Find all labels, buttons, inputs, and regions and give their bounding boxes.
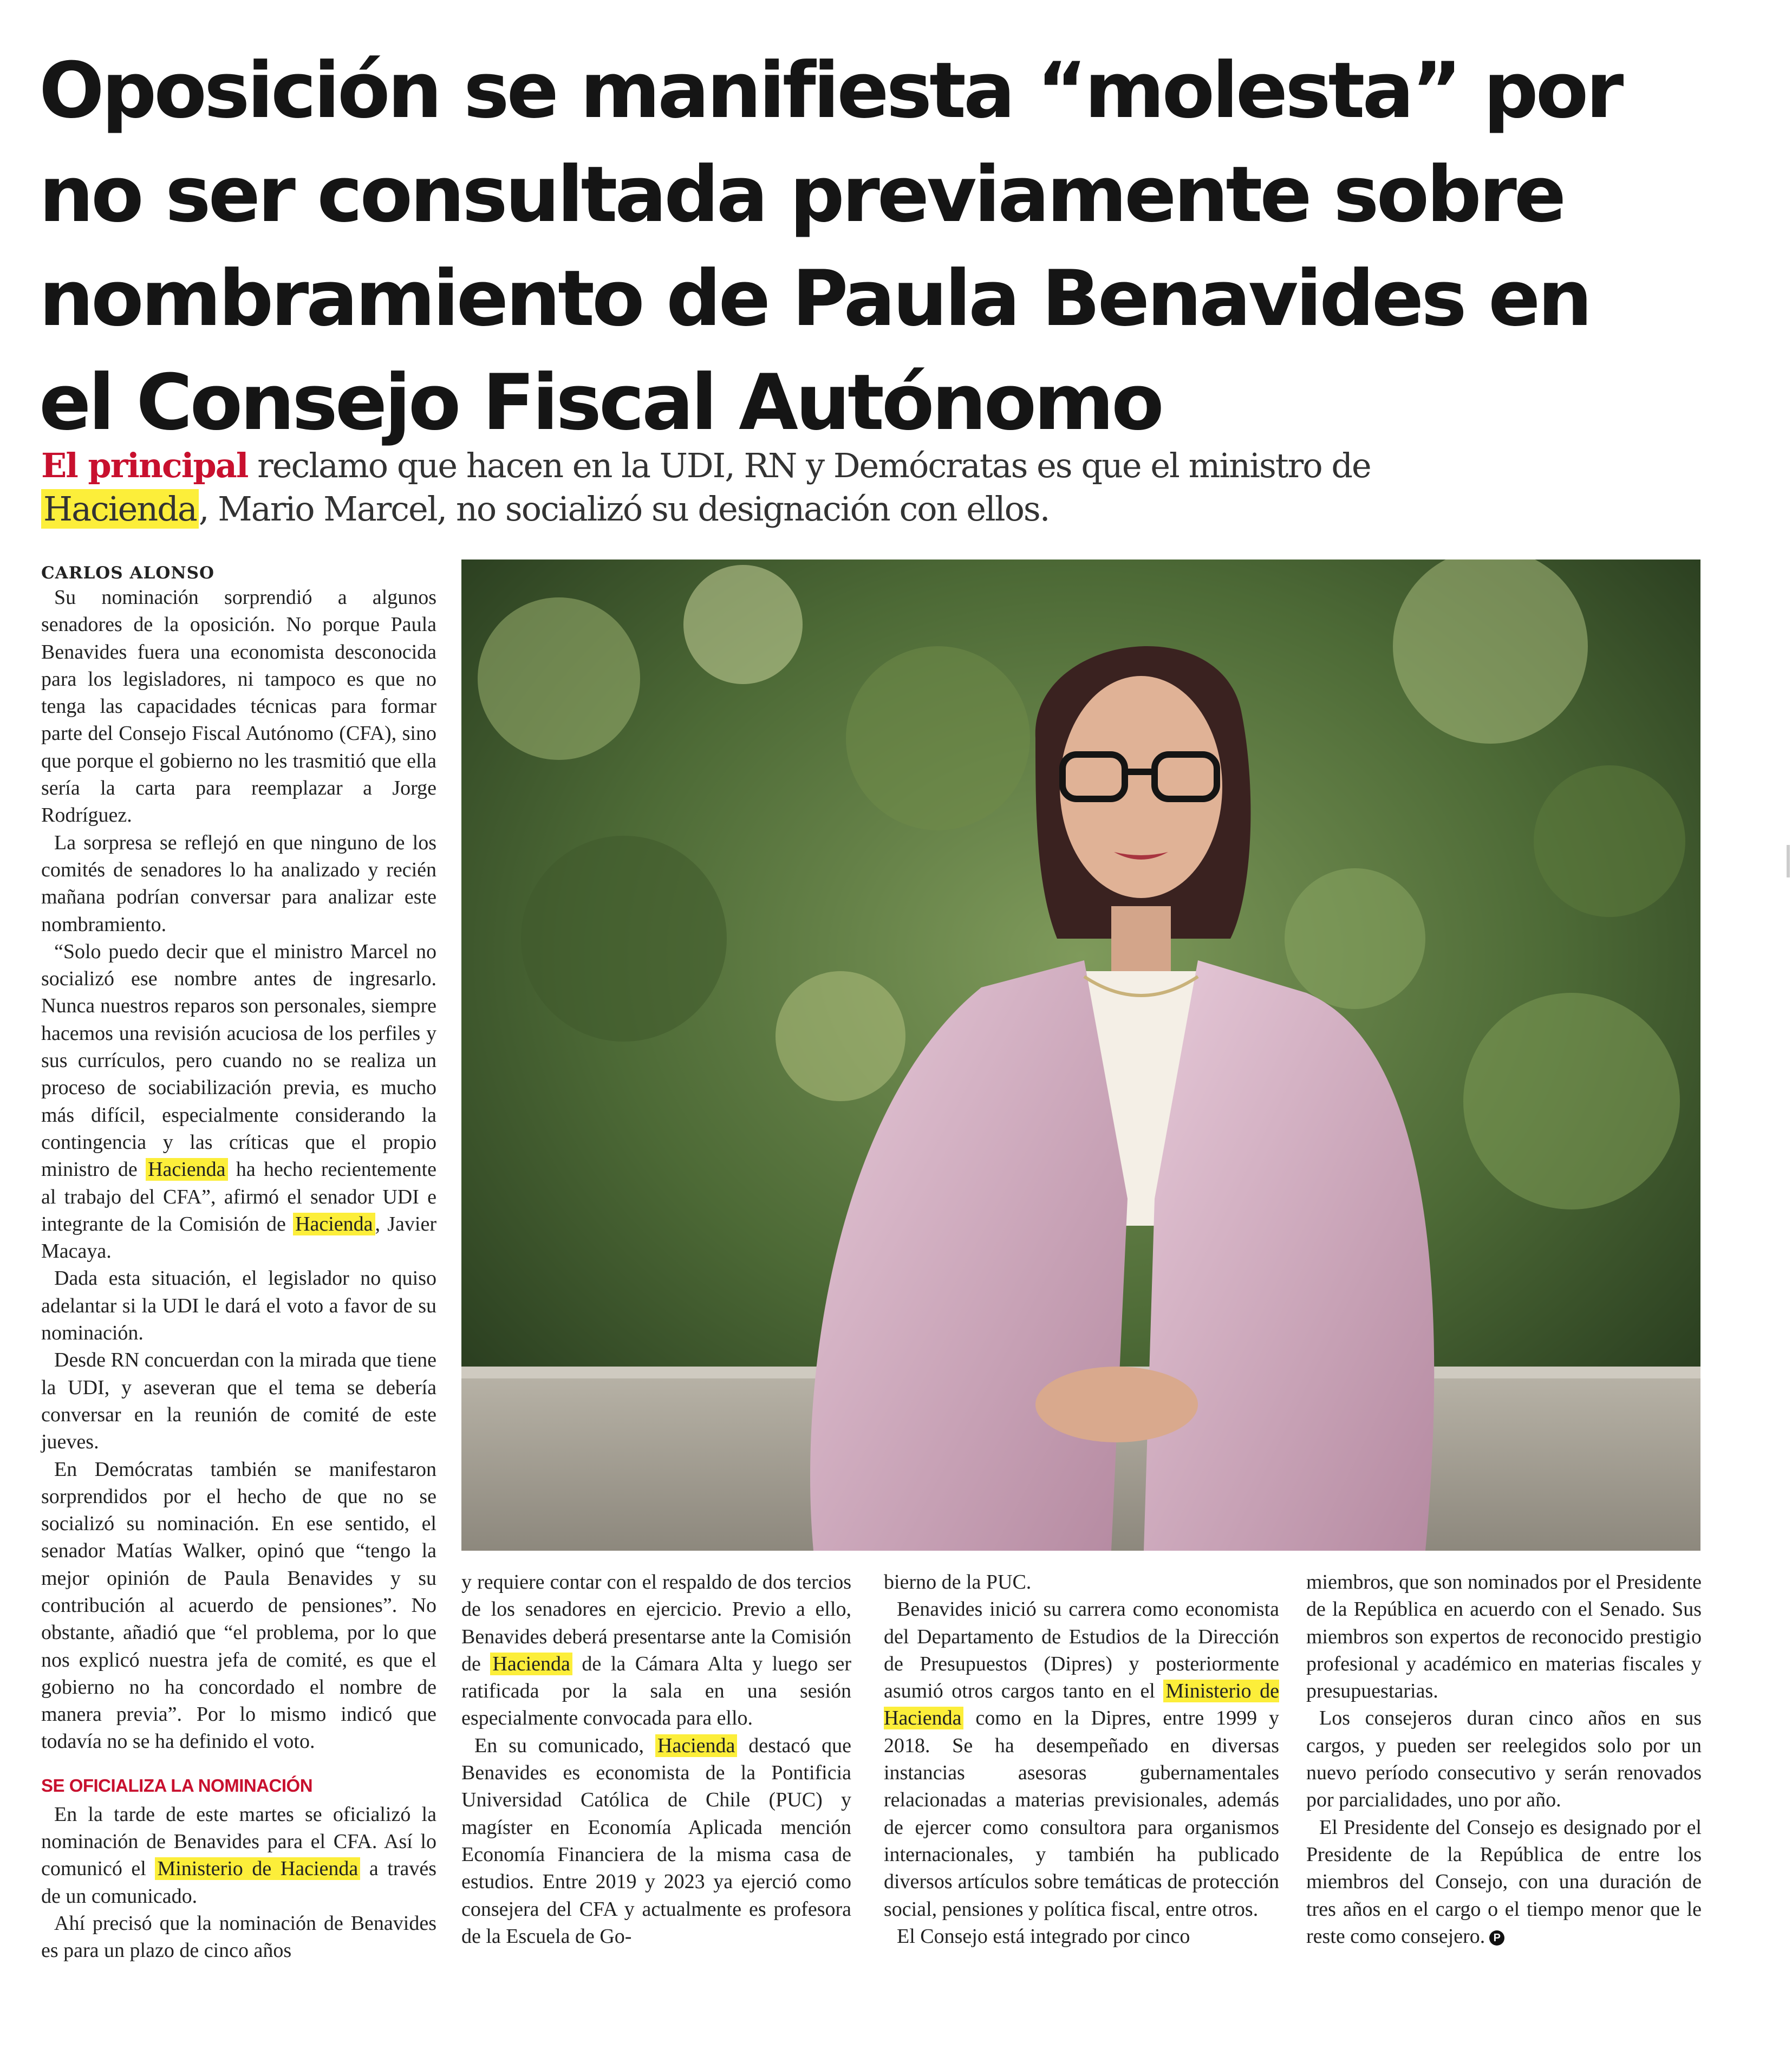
byline: CARLOS ALONSO (41, 563, 215, 583)
article-column-4 (1306, 1569, 1702, 1950)
article-column-2 (461, 1569, 851, 1950)
article-column-3 (884, 1569, 1279, 1950)
paragraph-text: Benavides inició su carrera como economista del Departamento de Estudios de la Dirección de Presupuestos (Dipres) y posteriormente asumió otros cargos tanto en el (884, 1598, 1279, 1703)
paragraph (41, 938, 436, 1265)
lead-kicker: El principal (41, 446, 248, 485)
paragraph (461, 1569, 851, 1732)
paragraph: En Demócratas también se manifestaron sorprendidos por el hecho de que no se socializó su nominación. En ese sentido, el senador Matías Walker, opinó que “tengo la mejor opinión de Paula Benavides y su contribución al acuerdo de pensiones”. No obstante, añadió que “el problema, por lo que nos explicó nuestra jefa de comité, es que el gobierno no ha concordado el nombre de manera previa”. Por lo mismo indicó que todavía no se ha definido el voto. (41, 1458, 436, 1753)
paragraph-text: y requiere contar con el respaldo de dos tercios de los senadores en ejercicio. Previo a ello, Benavides deberá presentarse ante la Comisión de (461, 1571, 851, 1675)
paragraph-text: En su comunicado, (474, 1734, 644, 1757)
article-column-1 (41, 584, 436, 1992)
paragraph-text: “Solo puedo decir que el ministro Marcel no socializó ese nombre antes de ingresarlo. Nunca nuestros reparos son personales, siempre hacemos una revisión acuciosa de los perfiles y sus currículos, pero cuando no se realiza un proceso de sociabilización previa, es mucho más difícil, especialmente considerando la contingencia y las críticas que el propio ministro de (41, 940, 436, 1181)
paragraph-text: En la tarde de este martes se oficializó la nominación de Benavides para el CFA. Así lo comunicó el (41, 1803, 436, 1881)
highlighted-term: Hacienda (146, 1158, 227, 1181)
paragraph-text: ha hecho recientemente al trabajo del CFA”, afirmó el senador UDI e integrante de la Comisión de (41, 1158, 437, 1235)
headline-line: nombramiento de Paula Benavides en (39, 254, 1590, 343)
paragraph: Su nominación sorprendió a algunos senadores de la oposición. No porque Paula Benavides fuera una economista desconocida para los legisladores, ni tampoco es que no tenga las capacidades técnicas para formar parte del Consejo Fiscal Autónomo (CFA), sino que porque el gobierno no les trasmitió que ella sería la carta para reemplazar a Jorge Rodríguez. (41, 586, 436, 827)
highlighted-term: Ministerio de Hacienda (155, 1857, 360, 1880)
paragraph-text: El Presidente del Consejo es designado por el Presidente de la República de entre los miembros del Consejo, con una duración de tres años en el cargo o el tiempo menor que le reste como consejero. (1306, 1816, 1702, 1948)
portrait-illustration (461, 560, 1700, 1551)
paragraph-text: destacó que Benavides es economista de la Pontificia Universidad Católica de Chile (PUC) y magíster en Economía Aplicada mención Economía Financiera de la misma casa de estudios. Entre 2019 y 2023 ya ejerció como consejera del CFA y actualmente es profesora de la Escuela de Go- (461, 1734, 852, 1948)
paragraph: Desde RN concuerdan con la mirada que tiene la UDI, y aseveran que el tema se debería conversar en la reunión de comité de este jueves. (41, 1349, 436, 1454)
paragraph-text: como en la Dipres, entre 1999 y 2018. Se ha desempeñado en diversas instancias asesoras gubernamentales relacionadas a materias previsionales, además de ejercer como consultora para organismos internacionales, y también ha publicado diversos artículos sobre temáticas de protección social, pensiones y política fiscal, entre otros. (884, 1707, 1280, 1921)
paragraph: El Consejo está integrado por cinco (897, 1924, 1190, 1948)
highlighted-term: Hacienda (293, 1213, 375, 1235)
paragraph: bierno de la PUC. (884, 1571, 1032, 1593)
paragraph: La sorpresa se reflejó en que ninguno de los comités de senadores lo ha analizado y recién mañana podrían conversar para analizar este nombramiento. (41, 831, 436, 936)
paragraph (1306, 1814, 1702, 1950)
highlighted-term: Hacienda (490, 1653, 572, 1675)
paragraph: miembros, que son nominados por el Presidente de la República en acuerdo con el Senado. Sus miembros son expertos de reconocido prestigio profesional y académico en materias fiscales y presupuestarias. (1306, 1571, 1702, 1703)
headline (39, 39, 1621, 455)
paragraph: Ahí precisó que la nominación de Benavides es para un plazo de cinco años (41, 1911, 436, 1962)
paragraph (884, 1596, 1279, 1923)
paragraph-text: , Javier Macaya. (41, 1212, 436, 1263)
highlighted-term: Hacienda (655, 1734, 737, 1757)
highlighted-term: Ministerio de Hacienda (884, 1680, 1280, 1730)
page-edge-mark (1787, 845, 1790, 877)
section-subhead: SE OFICIALIZA LA NOMINACIÓN (41, 1775, 313, 1796)
paragraph (461, 1732, 851, 1950)
headline-line: el Consejo Fiscal Autónomo (39, 358, 1162, 447)
headline-line: no ser consultada previamente sobre (39, 150, 1564, 239)
lead-text: , Mario Marcel, no socializó su designación con ellos. (198, 489, 1050, 529)
paragraph-text: a través de un comunicado. (41, 1857, 436, 1908)
paragraph (41, 1801, 436, 1910)
highlighted-term: Hacienda (41, 489, 199, 529)
article-photo (461, 560, 1700, 1551)
lead-paragraph (41, 444, 1471, 531)
headline-line: Oposición se manifiesta “molesta” por (39, 46, 1621, 135)
lead-text: reclamo que hacen en la UDI, RN y Demócratas es que el ministro de (257, 446, 1371, 485)
end-of-article-icon: P (1489, 1930, 1504, 1946)
paragraph-text: de la Cámara Alta y luego ser ratificada por la sala en una sesión especialmente convocada para ello. (461, 1652, 852, 1730)
paragraph: Los consejeros duran cinco años en sus cargos, y pueden ser reelegidos solo por un nuevo período consecutivo y serán renovados por parcialidades, uno por año. (1306, 1707, 1702, 1812)
paragraph: Dada esta situación, el legislador no quiso adelantar si la UDI le dará el voto a favor de su nominación. (41, 1267, 436, 1345)
